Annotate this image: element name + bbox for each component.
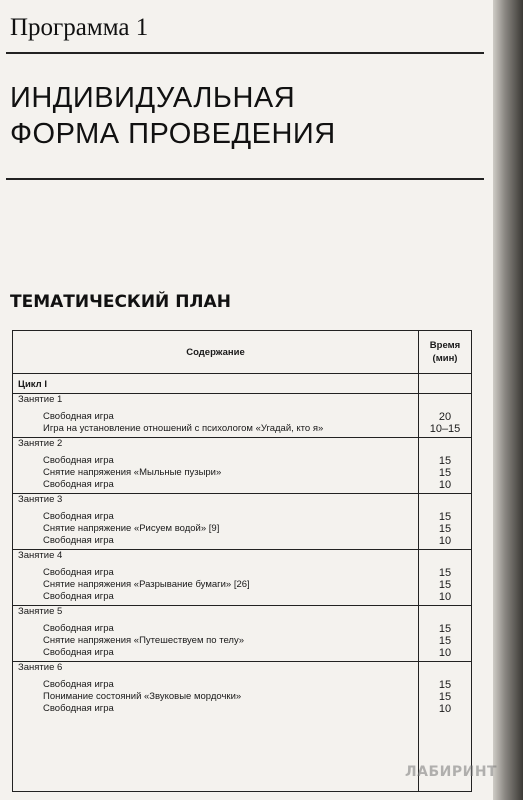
activity-time: 15 bbox=[438, 691, 452, 703]
activity-text: Игра на установление отношений с психологом «Угадай, кто я» bbox=[43, 423, 324, 434]
table-header bbox=[13, 331, 471, 374]
activity-time: 10 bbox=[438, 535, 452, 547]
activity-time: 10 bbox=[438, 703, 452, 715]
divider-top bbox=[6, 52, 484, 54]
activity-time: 10 bbox=[438, 591, 452, 603]
table-row bbox=[13, 647, 471, 659]
activity-text: Снятие напряжения «Разрывание бумаги» [26] bbox=[43, 579, 250, 590]
activity-text: Свободная игра bbox=[43, 479, 114, 490]
activity-text: Свободная игра bbox=[43, 591, 114, 602]
lesson-title: Занятие 4 bbox=[18, 550, 63, 561]
table-row bbox=[13, 479, 471, 491]
activity-text: Свободная игра bbox=[43, 703, 114, 714]
lesson-row bbox=[13, 393, 471, 406]
activity-text: Свободная игра bbox=[43, 679, 114, 690]
cycle-label: Цикл I bbox=[18, 379, 47, 390]
lesson-title: Занятие 6 bbox=[18, 662, 63, 673]
header-content: Содержание bbox=[186, 347, 245, 358]
activity-time: 15 bbox=[438, 523, 452, 535]
lesson-row bbox=[13, 437, 471, 450]
activity-text: Свободная игра bbox=[43, 623, 114, 634]
table-row bbox=[13, 679, 471, 691]
lesson-row bbox=[13, 493, 471, 506]
activity-time: 15 bbox=[438, 467, 452, 479]
table-row bbox=[13, 579, 471, 591]
activity-time: 15 bbox=[438, 623, 452, 635]
activity-text: Снятие напряжение «Рисуем водой» [9] bbox=[43, 523, 220, 534]
lesson-title: Занятие 3 bbox=[18, 494, 63, 505]
cycle-row bbox=[13, 379, 471, 391]
activity-text: Снятие напряжения «Путешествуем по телу» bbox=[43, 635, 245, 646]
activity-text: Понимание состояний «Звуковые мордочки» bbox=[43, 691, 242, 702]
table-row bbox=[13, 535, 471, 547]
activity-time: 15 bbox=[438, 679, 452, 691]
activity-time: 15 bbox=[438, 579, 452, 591]
chapter-title bbox=[10, 80, 336, 152]
activity-time: 15 bbox=[438, 567, 452, 579]
header-time bbox=[419, 339, 471, 365]
store-watermark: ЛАБИРИНТ bbox=[405, 764, 498, 780]
lesson-title: Занятие 5 bbox=[18, 606, 63, 617]
table-row bbox=[13, 467, 471, 479]
activity-text: Свободная игра bbox=[43, 511, 114, 522]
activity-time: 10 bbox=[438, 647, 452, 659]
header-time-label: Время bbox=[429, 340, 461, 351]
table-row bbox=[13, 411, 471, 423]
header-time-unit: (мин) bbox=[432, 353, 458, 364]
lesson-title: Занятие 1 bbox=[18, 394, 63, 405]
table-row bbox=[13, 567, 471, 579]
activity-time: 10–15 bbox=[429, 423, 461, 435]
table-row bbox=[13, 591, 471, 603]
lesson-title: Занятие 2 bbox=[18, 438, 63, 449]
table-row bbox=[13, 455, 471, 467]
activity-time: 10 bbox=[438, 479, 452, 491]
thematic-plan-table bbox=[12, 330, 472, 792]
table-row bbox=[13, 691, 471, 703]
chapter-title-line-1: ИНДИВИДУАЛЬНАЯ bbox=[10, 82, 296, 114]
lesson-row bbox=[13, 605, 471, 618]
table-row bbox=[13, 423, 471, 435]
table-row bbox=[13, 511, 471, 523]
activity-time: 15 bbox=[438, 511, 452, 523]
divider-mid bbox=[6, 178, 484, 180]
activity-time: 20 bbox=[438, 411, 452, 423]
activity-text: Свободная игра bbox=[43, 535, 114, 546]
activity-time: 15 bbox=[438, 455, 452, 467]
lesson-row bbox=[13, 549, 471, 562]
table-body bbox=[13, 374, 471, 715]
table-row bbox=[13, 523, 471, 535]
activity-text: Снятие напряжения «Мыльные пузыри» bbox=[43, 467, 222, 478]
chapter-title-line-2: ФОРМА ПРОВЕДЕНИЯ bbox=[10, 118, 336, 150]
activity-time: 15 bbox=[438, 635, 452, 647]
activity-text: Свободная игра bbox=[43, 567, 114, 578]
table-row bbox=[13, 623, 471, 635]
book-spine-shadow bbox=[493, 0, 523, 800]
activity-text: Свободная игра bbox=[43, 647, 114, 658]
lesson-row bbox=[13, 661, 471, 674]
activity-text: Свободная игра bbox=[43, 411, 114, 422]
program-title: Программа 1 bbox=[10, 14, 149, 41]
table-row bbox=[13, 635, 471, 647]
table-row bbox=[13, 703, 471, 715]
section-title: ТЕМАТИЧЕСКИЙ ПЛАН bbox=[10, 292, 231, 312]
activity-text: Свободная игра bbox=[43, 455, 114, 466]
